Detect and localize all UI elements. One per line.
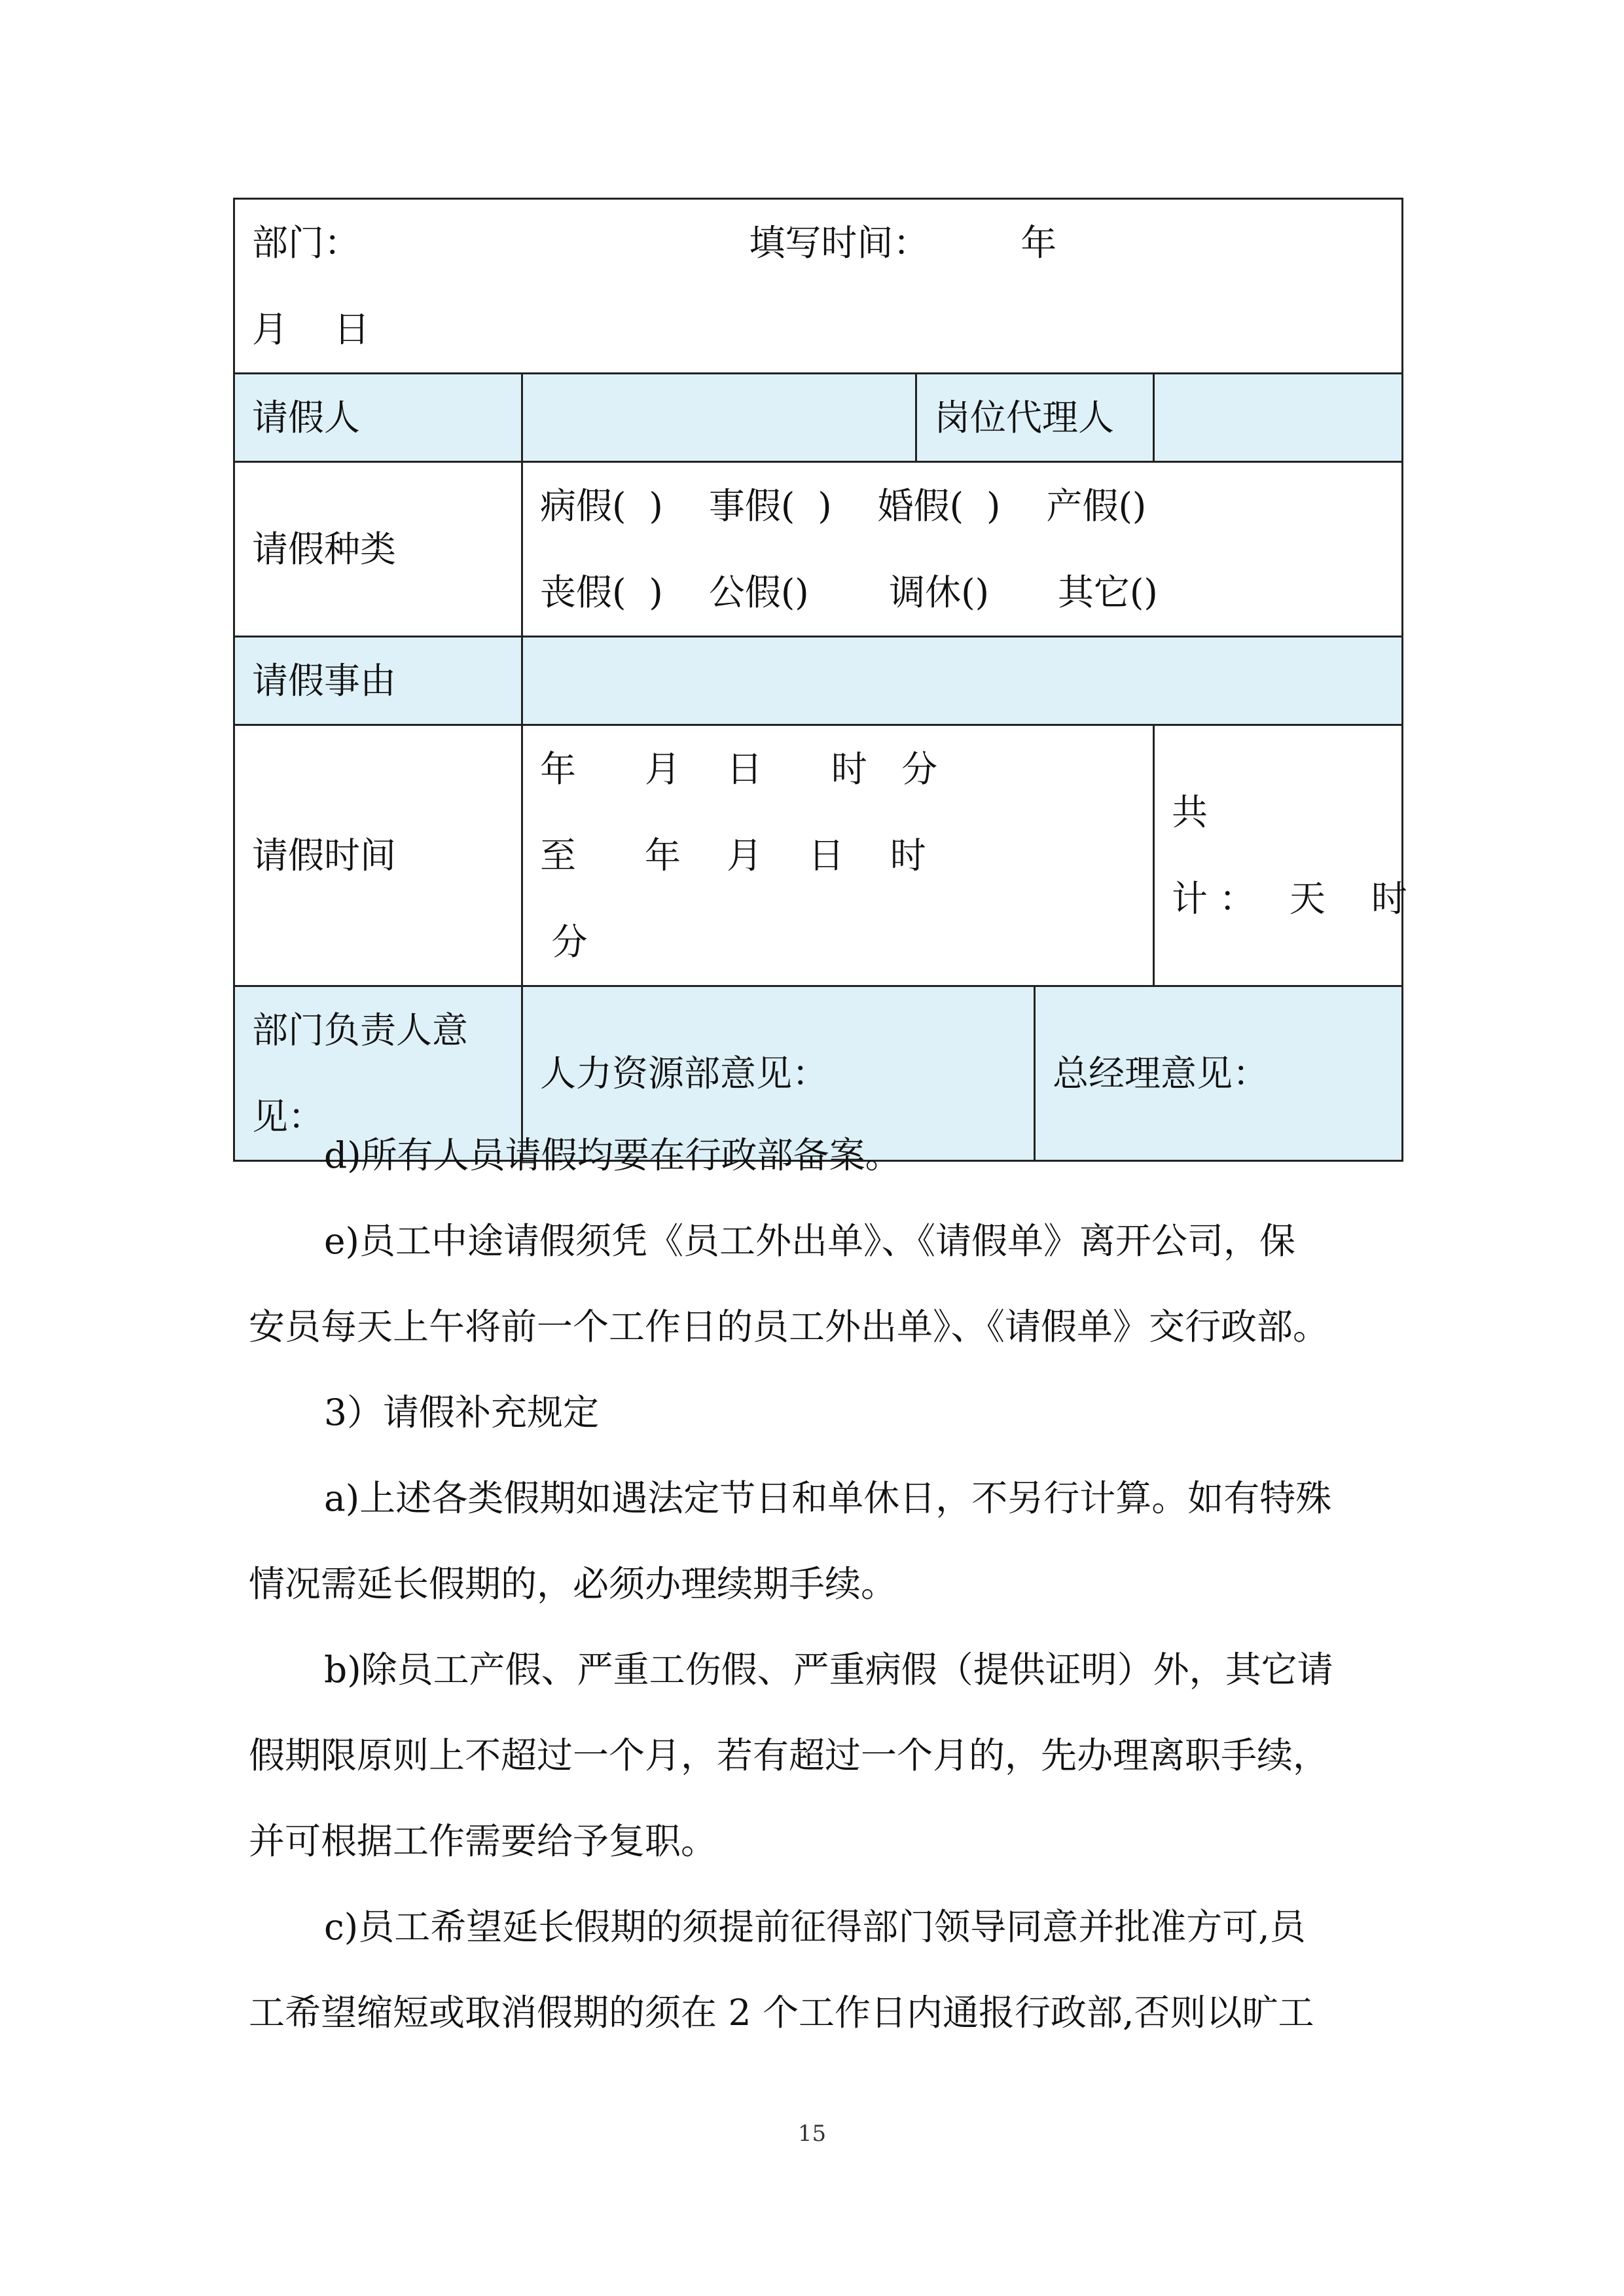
leave-request-form <box>233 198 1407 1162</box>
section-heading-3: 3）请假补充规定 <box>324 1391 599 1433</box>
form-row-reason <box>234 637 1403 725</box>
leave-time-end: 至 年 月 日 时 <box>540 834 926 876</box>
applicant-label: 请假人 <box>234 374 522 462</box>
form-row-applicant <box>234 374 1403 462</box>
hr-opinion[interactable]: 人力资源部意见： <box>522 986 1035 1161</box>
leave-time-range[interactable] <box>522 725 1154 986</box>
paragraph-c: c)员工希望延长假期的须提前征得部门领导同意并批准方可,员 <box>324 1906 1306 1948</box>
page-number: 15 <box>797 2121 827 2147</box>
form-row-leave-time <box>234 725 1403 986</box>
leave-type-line-1: 病假( ) 事假( ) 婚假( ) 产假() <box>540 485 1147 527</box>
leave-type-options[interactable] <box>522 462 1403 637</box>
form-row-leave-type <box>234 462 1403 637</box>
leave-reason-field[interactable] <box>522 637 1403 725</box>
leave-type-line-2: 丧假( ) 公假() 调休() 其它() <box>540 571 1158 613</box>
deputy-field[interactable] <box>1154 374 1403 462</box>
leave-total[interactable] <box>1154 725 1407 986</box>
paragraph-d: d)所有人员请假均要在行政部备案。 <box>324 1134 901 1176</box>
paragraph-b-cont-2: 并可根据工作需要给予复职。 <box>249 1820 717 1862</box>
paragraph-e-cont: 安员每天上午将前一个工作日的员工外出单》、《请假单》交行政部。 <box>249 1306 1329 1348</box>
department-date-line: 部门： 填写时间： 年 <box>252 222 1057 264</box>
leave-total-line-1: 共 <box>1172 791 1208 833</box>
paragraph-e: e)员工中途请假须凭《员工外出单》、《请假单》离开公司，保 <box>324 1220 1296 1262</box>
paragraph-a: a)上述各类假期如遇法定节日和单休日，不另行计算。如有特殊 <box>324 1477 1332 1519</box>
leave-reason-label: 请假事由 <box>234 637 522 725</box>
gm-opinion[interactable]: 总经理意见： <box>1035 986 1403 1161</box>
leave-time-end-minutes: 分 <box>540 921 588 963</box>
leave-total-line-2: 计 ： 天 时 <box>1172 878 1407 920</box>
department-date-cell[interactable] <box>234 199 1403 374</box>
applicant-field[interactable] <box>522 374 916 462</box>
leave-time-label: 请假时间 <box>234 725 522 986</box>
dept-head-opinion[interactable]: 部门负责人意见： <box>234 986 522 1161</box>
deputy-label: 岗位代理人 <box>916 374 1154 462</box>
paragraph-c-cont: 工希望缩短或取消假期的须在 2 个工作日内通报行政部,否则以旷工 <box>249 1992 1314 2034</box>
paragraph-b-cont-1: 假期限原则上不超过一个月，若有超过一个月的，先办理离职手续， <box>249 1734 1329 1776</box>
form-row-department <box>234 199 1403 374</box>
leave-time-start: 年 月 日 时 分 <box>540 748 938 790</box>
month-day-line: 月 日 <box>252 308 370 350</box>
paragraph-b: b)除员工产假、严重工伤假、严重病假（提供证明）外，其它请 <box>324 1649 1333 1691</box>
leave-type-label: 请假种类 <box>234 462 522 637</box>
paragraph-a-cont: 情况需延长假期的，必须办理续期手续。 <box>249 1563 897 1605</box>
